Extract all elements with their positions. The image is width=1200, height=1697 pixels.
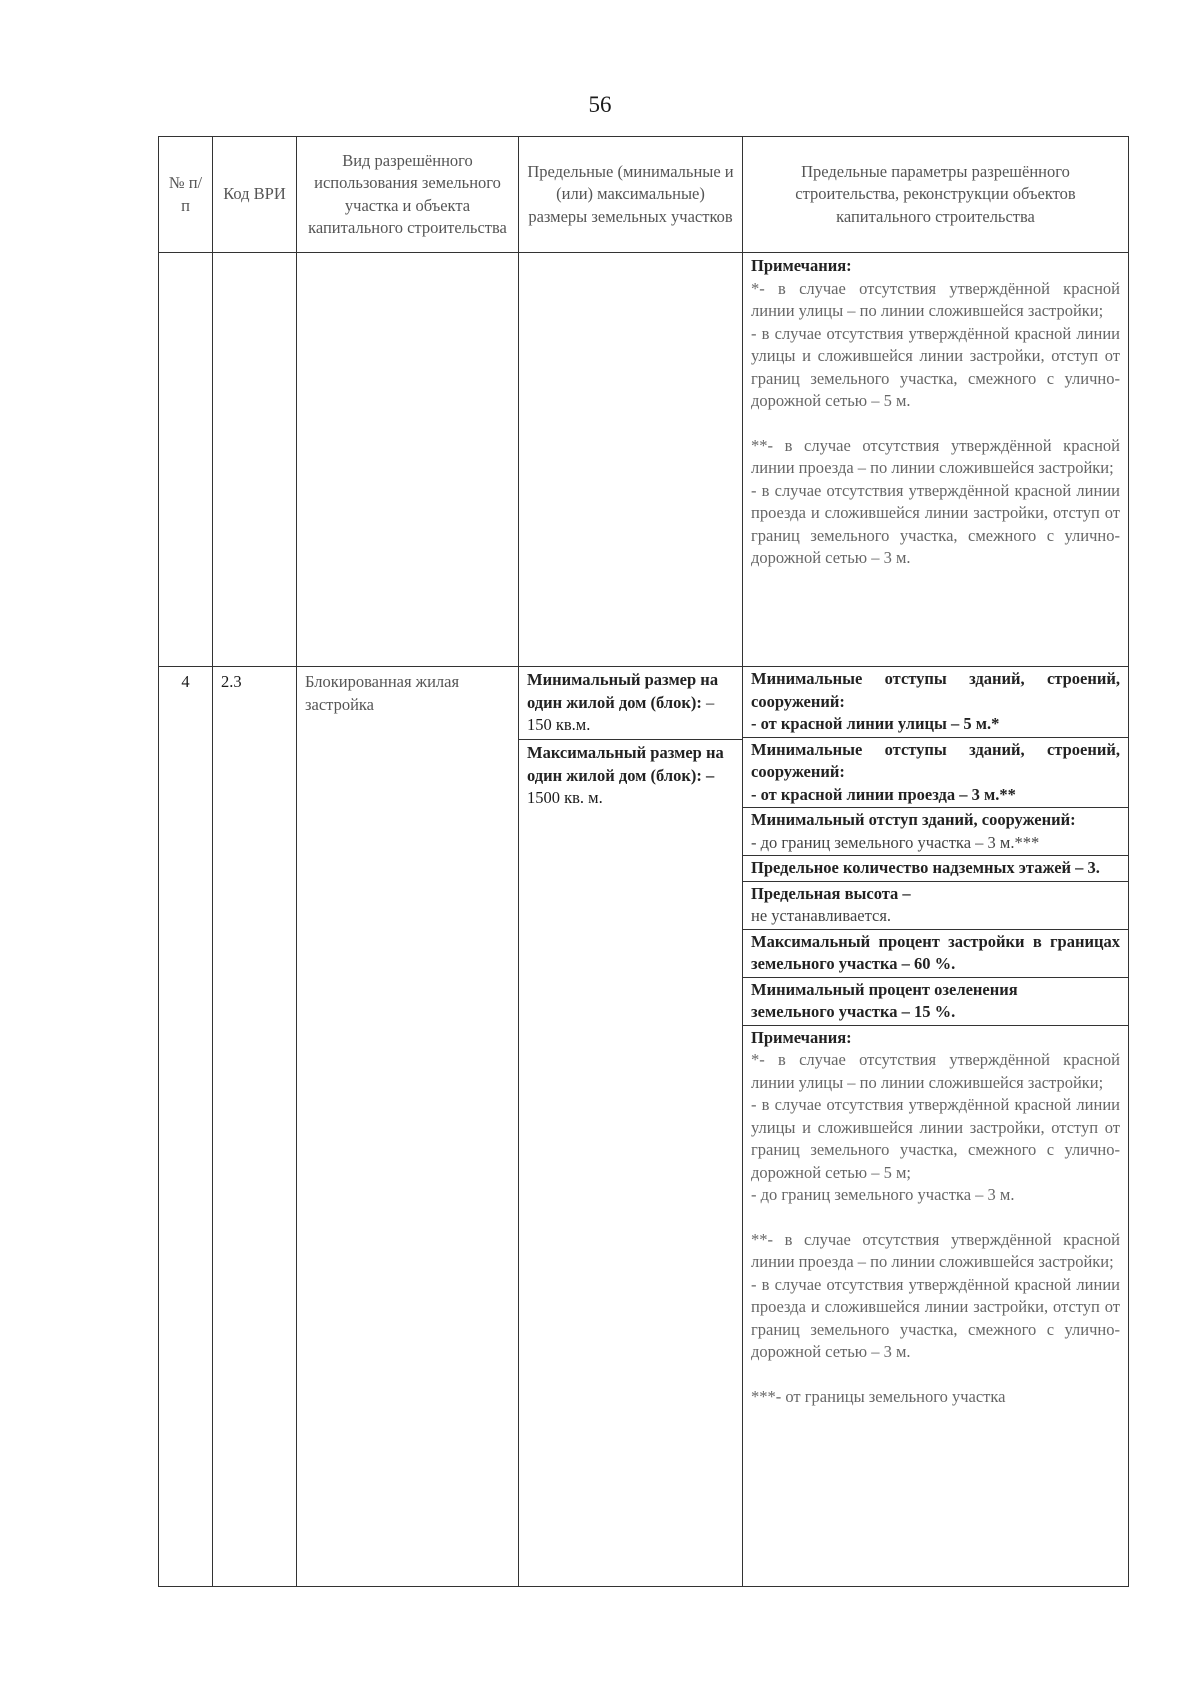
max-size-title: Максимальный размер на один жилой дом (блок): – bbox=[527, 743, 724, 785]
notes-title: Примечания: bbox=[751, 256, 852, 275]
param-value: не устанавливается. bbox=[751, 906, 892, 925]
param-title: Предельное количество надземных этажей bbox=[751, 858, 1072, 877]
page-number: 56 bbox=[588, 92, 612, 117]
param-setback-driveway bbox=[743, 738, 1128, 809]
param-title: Минимальный отступ зданий, сооружений: bbox=[751, 810, 1076, 829]
param-title: Минимальные отступы зданий, строений, сооружений: bbox=[751, 669, 1120, 711]
param-title: Минимальные отступы зданий, строений, сооружений: bbox=[751, 739, 1120, 781]
header-size: Предельные (минимальные и (или) максимальные) размеры земельных участков bbox=[519, 137, 743, 253]
row-number: 4 bbox=[159, 667, 213, 1587]
param-value: – 3. bbox=[1071, 858, 1100, 877]
note-text: - в случае отсутствия утверждённой красной линии улицы и сложившейся линии застройки, отступ от границ земельного участка, смежного с улично-дорожной сетью – 5 м; bbox=[751, 1095, 1120, 1182]
param-value: - от красной линии проезда – 3 м.** bbox=[751, 784, 1016, 804]
cell-empty bbox=[159, 253, 213, 667]
vid-cell bbox=[297, 667, 519, 1587]
notes-title: Примечания: bbox=[751, 1027, 852, 1047]
param-value: земельного участка – 15 %. bbox=[751, 1002, 956, 1021]
cell-empty bbox=[297, 253, 519, 667]
params-cell bbox=[743, 667, 1129, 1587]
note-text: - в случае отсутствия утверждённой красной линии проезда и сложившейся линии застройки, отступ от границ земельного участка, смежного с улично-дорожной сетью – 3 м. bbox=[751, 1274, 1120, 1361]
param-build-percent bbox=[743, 930, 1128, 978]
param-setback-boundary bbox=[743, 808, 1128, 856]
param-value: - от красной линии улицы – 5 м.* bbox=[751, 714, 1000, 733]
header-code: Код ВРИ bbox=[213, 137, 297, 253]
note-text: *- в случае отсутствия утверждённой красной линии улицы – по линии сложившейся застройки; bbox=[751, 1050, 1120, 1092]
header-num: № п/п bbox=[159, 137, 213, 253]
min-size-value: –150 кв.м. bbox=[527, 692, 715, 734]
max-size-value: 1500 кв. м. bbox=[527, 788, 603, 807]
vid-text: Блокированная жилая застройка bbox=[305, 672, 460, 714]
header-vid: Вид разрешённого использования земельного участка и объекта капитального строительства bbox=[297, 137, 519, 253]
param-notes bbox=[743, 1026, 1128, 1410]
cell-empty bbox=[213, 253, 297, 667]
regulations-table bbox=[158, 136, 1129, 1587]
param-green-percent bbox=[743, 978, 1128, 1026]
param-title: Предельная высота – bbox=[751, 883, 911, 903]
note-text: - в случае отсутствия утверждённой красной линии проезда и сложившейся линии застройки, отступ от границ земельного участка, смежного с улично-дорожной сетью – 3 м. bbox=[751, 480, 1120, 567]
size-cell bbox=[519, 667, 743, 1587]
param-title: Максимальный процент застройки в границах земельного участка – 60 %. bbox=[751, 931, 1120, 973]
note-text: *- в случае отсутствия утверждённой красной линии улицы – по линии сложившейся застройки; bbox=[751, 278, 1120, 320]
note-text: - до границ земельного участка – 3 м. bbox=[751, 1185, 1015, 1204]
max-size-block bbox=[519, 739, 742, 812]
param-height bbox=[743, 882, 1128, 930]
param-floors bbox=[743, 856, 1128, 882]
param-value: - до границ земельного участка – 3 м.*** bbox=[751, 832, 1040, 852]
min-size-block bbox=[519, 667, 742, 739]
param-setback-street bbox=[743, 667, 1128, 738]
vri-code: 2.3 bbox=[213, 667, 297, 1587]
table-header-row bbox=[159, 137, 1129, 253]
cell-empty bbox=[519, 253, 743, 667]
table-row-continuation bbox=[159, 253, 1129, 667]
notes-cell bbox=[743, 253, 1129, 667]
min-size-title: Минимальный размер на один жилой дом (блок): bbox=[527, 670, 719, 712]
note-text: - в случае отсутствия утверждённой красной линии улицы и сложившейся линии застройки, отступ от границ земельного участка, смежного с улично-дорожной сетью – 5 м. bbox=[751, 323, 1120, 410]
table-row-4 bbox=[159, 667, 1129, 1587]
header-params: Предельные параметры разрешённого строительства, реконструкции объектов капитального строительства bbox=[743, 137, 1129, 253]
param-title: Минимальный процент озеленения bbox=[751, 979, 1018, 999]
note-text: ***- от границы земельного участка bbox=[751, 1386, 1006, 1406]
note-text: **- в случае отсутствия утверждённой красной линии проезда – по линии сложившейся застройки; bbox=[751, 1229, 1120, 1271]
note-text: **- в случае отсутствия утверждённой красной линии проезда – по линии сложившейся застройки; bbox=[751, 435, 1120, 477]
